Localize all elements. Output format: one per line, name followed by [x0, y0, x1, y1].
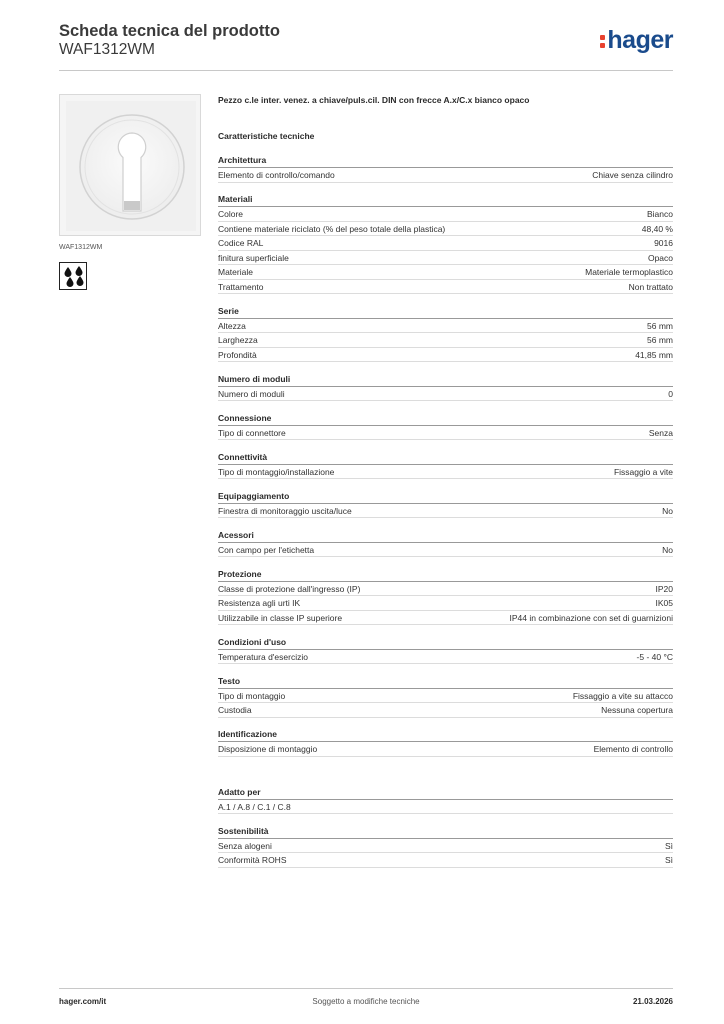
spec-value: 0	[668, 388, 673, 399]
water-drops-icon	[59, 262, 87, 290]
section-title: Sostenibilità	[218, 825, 673, 839]
spec-value: Sì	[664, 840, 673, 851]
footer-notice: Soggetto a modifiche tecniche	[312, 997, 420, 1006]
section-materiali	[218, 193, 673, 294]
section-title: Equipaggiamento	[218, 490, 673, 504]
spec-label: A.1 / A.8 / C.1 / C.8	[218, 801, 291, 812]
spec-row	[218, 650, 673, 665]
spec-row	[218, 839, 673, 854]
spec-value: Nessuna copertura	[601, 705, 673, 715]
spec-content	[218, 95, 673, 868]
section-title: Acessori	[218, 529, 673, 543]
spec-label: Tipo di connettore	[218, 427, 286, 438]
section-architettura	[218, 154, 673, 183]
spec-row	[218, 504, 673, 519]
spec-value: IP44 in combinazione con set di guarnizioni	[509, 612, 673, 623]
spec-label: Colore	[218, 209, 244, 219]
section-protezione	[218, 568, 673, 626]
spec-label: Altezza	[218, 320, 246, 331]
spec-label: Elemento di controllo/comando	[218, 170, 335, 180]
spec-label: Numero di moduli	[218, 388, 285, 399]
spec-value: Senza	[648, 427, 673, 438]
spec-value: Elemento di controllo	[593, 744, 673, 754]
footer-date: 21.03.2026	[632, 997, 673, 1006]
section-moduli	[218, 373, 673, 402]
spec-row	[218, 742, 673, 757]
spec-row	[218, 207, 673, 222]
spec-label: Temperatura d'esercizio	[218, 651, 308, 662]
spec-value: -5 - 40 °C	[636, 651, 673, 662]
spec-label: Contiene materiale riciclato (% del peso totale della plastica)	[218, 223, 446, 234]
spec-row	[218, 596, 673, 611]
spec-row	[218, 703, 673, 718]
specs-heading: Caratteristiche tecniche	[218, 131, 315, 141]
spec-label: finitura superficiale	[218, 252, 289, 263]
page-footer	[59, 997, 673, 1011]
spec-value: 41,85 mm	[635, 349, 673, 360]
section-title: Numero di moduli	[218, 373, 673, 387]
spec-row	[218, 465, 673, 480]
spec-row	[218, 543, 673, 558]
spec-label: Utilizzabile in classe IP superiore	[218, 612, 343, 623]
section-testo	[218, 675, 673, 718]
footer-divider	[59, 988, 673, 989]
spec-row	[218, 168, 673, 183]
spec-row	[218, 426, 673, 441]
section-title: Identificazione	[218, 728, 673, 742]
spec-value: Opaco	[647, 252, 673, 263]
section-connettivita	[218, 451, 673, 480]
spec-row	[218, 236, 673, 251]
spec-value: Non trattato	[628, 281, 673, 292]
spec-label: Trattamento	[218, 281, 264, 292]
section-title: Condizioni d'uso	[218, 636, 673, 650]
spec-value: 56 mm	[647, 335, 673, 345]
section-adatto-per	[218, 786, 673, 815]
spec-value: Fissaggio a vite	[613, 466, 673, 477]
spec-row	[218, 582, 673, 597]
spec-value: No	[662, 505, 673, 516]
section-identificazione	[218, 728, 673, 757]
section-sostenibilita	[218, 825, 673, 868]
section-title: Serie	[218, 305, 673, 319]
section-condizioni	[218, 636, 673, 665]
section-title: Testo	[218, 675, 673, 689]
spec-row	[218, 387, 673, 402]
spec-value: Bianco	[647, 209, 673, 219]
spec-label: Finestra di monitoraggio uscita/luce	[218, 505, 352, 516]
spec-label: Codice RAL	[218, 238, 264, 248]
spec-value: 9016	[654, 238, 673, 248]
spec-row	[218, 280, 673, 295]
spec-label: Senza alogeni	[218, 840, 272, 851]
spec-row	[218, 348, 673, 363]
section-title: Materiali	[218, 193, 673, 207]
section-serie	[218, 305, 673, 363]
spec-value: 48,40 %	[641, 223, 673, 234]
spec-label: Disposizione di montaggio	[218, 744, 318, 754]
logo-text: hager	[607, 26, 673, 54]
spec-value: Materiale termoplastico	[585, 267, 673, 277]
spec-label: Conformità ROHS	[218, 855, 287, 865]
spec-label: Materiale	[218, 267, 253, 277]
header-divider	[59, 70, 673, 71]
spec-label: Custodia	[218, 705, 252, 715]
spec-row	[218, 689, 673, 704]
spec-row	[218, 251, 673, 266]
spec-row	[218, 319, 673, 334]
product-description: Pezzo c.le inter. venez. a chiave/puls.cil. DIN con frecce A.x/C.x bianco opaco	[218, 95, 530, 105]
section-title: Protezione	[218, 568, 673, 582]
spec-value: IK05	[655, 598, 673, 608]
section-connessione	[218, 412, 673, 441]
spec-label: Resistenza agli urti IK	[218, 598, 301, 608]
spec-value: Fissaggio a vite su attacco	[572, 690, 673, 701]
image-caption: WAF1312WM	[59, 244, 103, 251]
spec-label: Tipo di montaggio	[218, 690, 286, 701]
spec-row	[218, 333, 673, 348]
page-title: Scheda tecnica del prodotto	[59, 22, 280, 40]
key-cover-plate-illustration	[60, 95, 202, 237]
spec-row	[218, 800, 673, 815]
spec-label: Profondità	[218, 349, 257, 360]
logo-dots-icon	[600, 26, 606, 50]
section-equipaggiamento	[218, 490, 673, 519]
spec-value: IP20	[655, 583, 673, 594]
spec-value: No	[662, 544, 673, 555]
hager-logo	[600, 26, 673, 55]
footer-website-link[interactable]: hager.com/it	[59, 997, 107, 1006]
section-accessori	[218, 529, 673, 558]
page-header	[59, 20, 673, 70]
product-image	[59, 94, 201, 236]
spec-label: Tipo di montaggio/installazione	[218, 466, 335, 477]
section-title: Architettura	[218, 154, 673, 168]
section-title: Connettività	[218, 451, 673, 465]
section-title: Connessione	[218, 412, 673, 426]
product-code: WAF1312WM	[59, 41, 155, 58]
spec-value: 56 mm	[647, 320, 673, 331]
section-title: Adatto per	[218, 786, 673, 800]
spec-label: Larghezza	[218, 335, 258, 345]
spec-label: Classe di protezione dall'ingresso (IP)	[218, 583, 361, 594]
spec-row	[218, 611, 673, 626]
spec-value: Sì	[664, 855, 673, 865]
spec-row	[218, 265, 673, 280]
spec-label: Con campo per l'etichetta	[218, 544, 315, 555]
spec-row	[218, 222, 673, 237]
spec-row	[218, 853, 673, 868]
spec-value: Chiave senza cilindro	[592, 170, 673, 180]
